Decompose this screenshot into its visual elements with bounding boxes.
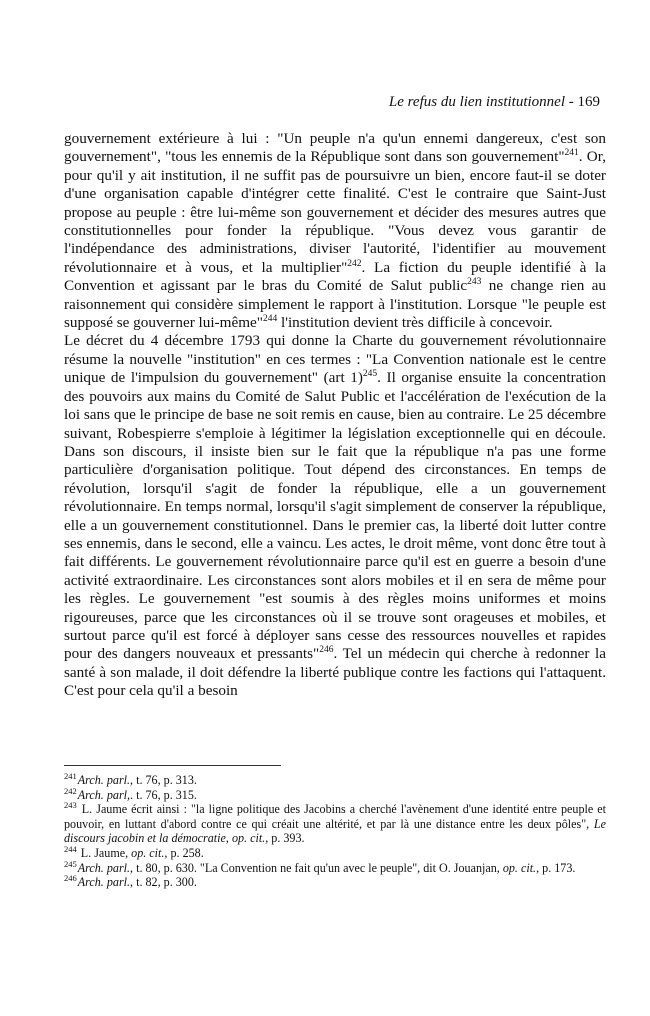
footnote-text: L. Jaume, xyxy=(77,845,132,860)
footnote-text: . t. 76, p. 315. xyxy=(130,787,197,802)
footnote-ref: 242 xyxy=(347,258,362,269)
footnote-number: 245 xyxy=(64,858,77,869)
text-run: . Or, pour qu'il y ait institution, il ne suffit pas de poursuivre un bien, encore faut-il se doter d'une organisation capable d'intégrer cette finalité. C'est le contraire que Saint-Just propose au peuple : être lui-même son gouvernement et décider des mesures autres que constitutionnelles pour fonder la république. "Vous devez vous garantir de l'indépendance des administrations, diviser l'autorité, l'identifier au mouvement révolutionnaire et à vous, et la multiplier" xyxy=(64,148,606,276)
footnote-text: , xyxy=(225,831,232,846)
footnote-citation: Arch. parl. xyxy=(77,860,131,875)
main-text xyxy=(64,130,606,701)
footnote xyxy=(64,858,606,876)
paragraph xyxy=(64,332,606,700)
footnote xyxy=(64,875,606,890)
footnote-citation: Arch. parl, xyxy=(77,787,131,802)
footnote-text: , p. 258. xyxy=(164,845,204,860)
footnote-ref: 245 xyxy=(362,369,378,380)
footnote-ref: 241 xyxy=(564,148,579,159)
footnote xyxy=(64,802,606,846)
footnote xyxy=(64,785,606,803)
footnote-separator xyxy=(64,765,281,766)
footnote-text: , p. 173. xyxy=(536,860,576,875)
footnote-citation: op. cit. xyxy=(502,860,537,875)
text-run: . Tel un médecin qui cherche à redonner la santé à son malade, il doit défendre la liberté publique contre les factions qui l'attaquent. C'est pour cela qu'il a besoin xyxy=(64,645,606,700)
footnotes xyxy=(64,773,606,890)
footnote-citation: op. cit. xyxy=(131,845,165,860)
footnote-text: , t. 82, p. 300. xyxy=(130,875,197,890)
text-run: gouvernement extérieure à lui : "Un peuple n'a qu'un ennemi dangereux, c'est son gouvernement", "tous les ennemis de la République sont dans son gouvernement" xyxy=(64,130,606,166)
footnote xyxy=(64,843,606,861)
footnote-citation: Arch. parl. xyxy=(77,875,131,890)
footnote-citation: Arch. parl. xyxy=(77,773,131,787)
text-run: l'institution devient très difficile à concevoir. xyxy=(277,314,553,332)
footnote-number: 244 xyxy=(64,843,77,854)
footnote-citation: Le discours jacobin et la démocratie xyxy=(64,816,606,846)
running-title: Le refus du lien institutionnel xyxy=(388,94,565,110)
footnote-ref: 244 xyxy=(262,314,278,325)
text-run: . Il organise ensuite la concentration des pouvoirs aux mains du Comité de Salut Public et l'accélération de l'exécution de la loi sans que le principe de base ne soit remis en cause, bien au contraire. Le 25 décembre suivant, Robespierre s'emploie à légitimer la législation exceptionnelle qui en découle. Dans son discours, il insiste bien sur le fait que la république n'a pas une forme particulière d'organisation politique. Tout dépend des circonstances. En temps de révolution, lorsqu'il s'agit de fonder la république, elle a un gouvernement révolutionnaire. En temps normal, lorsqu'il s'agit simplement de conserver la république, elle a un gouvernement constitutionnel. Dans le premier cas, la liberté doit lutter contre ses ennemis, dans le second, elle a vaincu. Les actes, le droit même, vont donc être tout à fait différents. Le gouvernement révolutionnaire parce qu'il est en guerre a besoin d'une activité extraordinaire. Les circonstances sont alors mobiles et il en sera de même pour les règles. Le gouvernement "est soumis à des règles moins uniformes et moins rigoureuses, parce que les circonstances où il se trouve sont orageuses et mobiles, et surtout parce qu'il est forcé à déployer sans cesse des ressources nouvelles et rapides pour des dangers nouveaux et pressants" xyxy=(64,369,606,663)
text-run: ne change rien au raisonnement qui considère simplement le rapport à l'institution. Lorsque "le peuple est supposé se gouverner lui-même" xyxy=(64,277,606,332)
page-number: 169 xyxy=(577,94,600,110)
footnote-text: , p. 393. xyxy=(265,831,305,846)
footnote xyxy=(64,773,606,788)
paragraph xyxy=(64,130,606,332)
footnote-number: 243 xyxy=(64,800,77,811)
header-separator: - xyxy=(565,94,578,110)
footnote-text: , t. 76, p. 313. xyxy=(130,773,197,787)
footnote-text: L. Jaume écrit ainsi : "la ligne politique des Jacobins a cherché l'avènement d'une identité entre peuple et pouvoir, en luttant d'abord contre ce qui créait une altérité, et par là une distance entre les deux pôles", xyxy=(64,802,606,831)
footnote-ref: 246 xyxy=(319,645,334,656)
footnote-ref: 243 xyxy=(467,277,482,288)
footnote-number: 241 xyxy=(64,771,77,781)
text-run: Le décret du 4 décembre 1793 qui donne la Charte du gouvernement révolutionnaire résume la nouvelle "institution" en ces termes : "La Convention nationale est le centre unique de l'impulsion du gouvernement" (art 1) xyxy=(64,332,606,387)
footnote-citation: op. cit. xyxy=(231,831,266,846)
text-run: . La fiction du peuple identifié à la Convention et agissant par le bras du Comité de Salut public xyxy=(64,258,606,295)
footnote-number: 242 xyxy=(64,785,77,796)
running-header xyxy=(60,94,600,111)
footnote-text: , t. 80, p. 630. "La Convention ne fait qu'un avec le peuple", dit O. Jouanjan, xyxy=(130,860,503,875)
footnote-number: 246 xyxy=(64,873,77,884)
